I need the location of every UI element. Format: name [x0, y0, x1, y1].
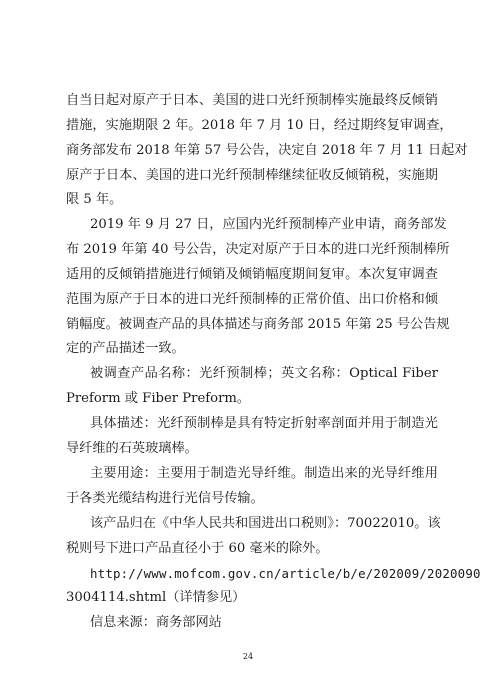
text-line: 范围为原产于日本的进口光纤预制棒的正常价值、出口价格和倾: [66, 292, 438, 307]
text-line: 销幅度。被调查产品的具体描述与商务部 2015 年第 25 号公告规: [66, 317, 450, 332]
text-line: 定的产品描述一致。: [66, 341, 185, 356]
text-line: Preform 或 Fiber Preform。: [66, 391, 251, 406]
text-line: 限 5 年。: [66, 192, 123, 207]
source-attribution: 信息来源：商务部网站: [90, 615, 222, 630]
text-line: 适用的反倾销措施进行倾销及倾销幅度期间复审。本次复审调查: [66, 267, 438, 282]
paragraph-start: 具体描述：光纤预制棒是具有特定折射率剖面并用于制造光: [90, 416, 438, 431]
page-number: 24: [242, 652, 254, 661]
source-url-continued[interactable]: 3004114.shtml（详情参见）: [66, 590, 246, 605]
paragraph-start: 主要用途：主要用于制造光导纤维。制造出来的光导纤维用: [90, 466, 438, 481]
text-line: 于各类光缆结构进行光信号传输。: [66, 491, 264, 506]
text-line: 税则号下进口产品直径小于 60 毫米的除外。: [66, 541, 329, 556]
text-line: 布 2019 年第 40 号公告，决定对原产于日本的进口光纤预制棒所: [66, 242, 450, 257]
text-line: 商务部发布 2018 年第 57 号公告，决定自 2018 年 7 月 11 日起对: [66, 143, 468, 158]
text-line: 措施，实施期限 2 年。2018 年 7 月 10 日，经过期终复审调查，: [66, 118, 453, 133]
text-line: 导纤维的石英玻璃棒。: [66, 441, 198, 456]
paragraph-start: 被调查产品名称：光纤预制棒；英文名称：Optical Fiber: [90, 366, 438, 381]
text-line: 自当日起对原产于日本、美国的进口光纤预制棒实施最终反倾销: [66, 93, 438, 108]
paragraph-start: 该产品归在《中华人民共和国进出口税则》：70022010。该: [90, 516, 441, 531]
text-line: 原产于日本、美国的进口光纤预制棒继续征收反倾销税，实施期: [66, 168, 438, 183]
source-url[interactable]: http://www.mofcom.gov.cn/article/b/e/202009/2020090: [90, 566, 481, 581]
paragraph-start: 2019 年 9 月 27 日，应国内光纤预制棒产业申请，商务部发: [90, 217, 447, 232]
